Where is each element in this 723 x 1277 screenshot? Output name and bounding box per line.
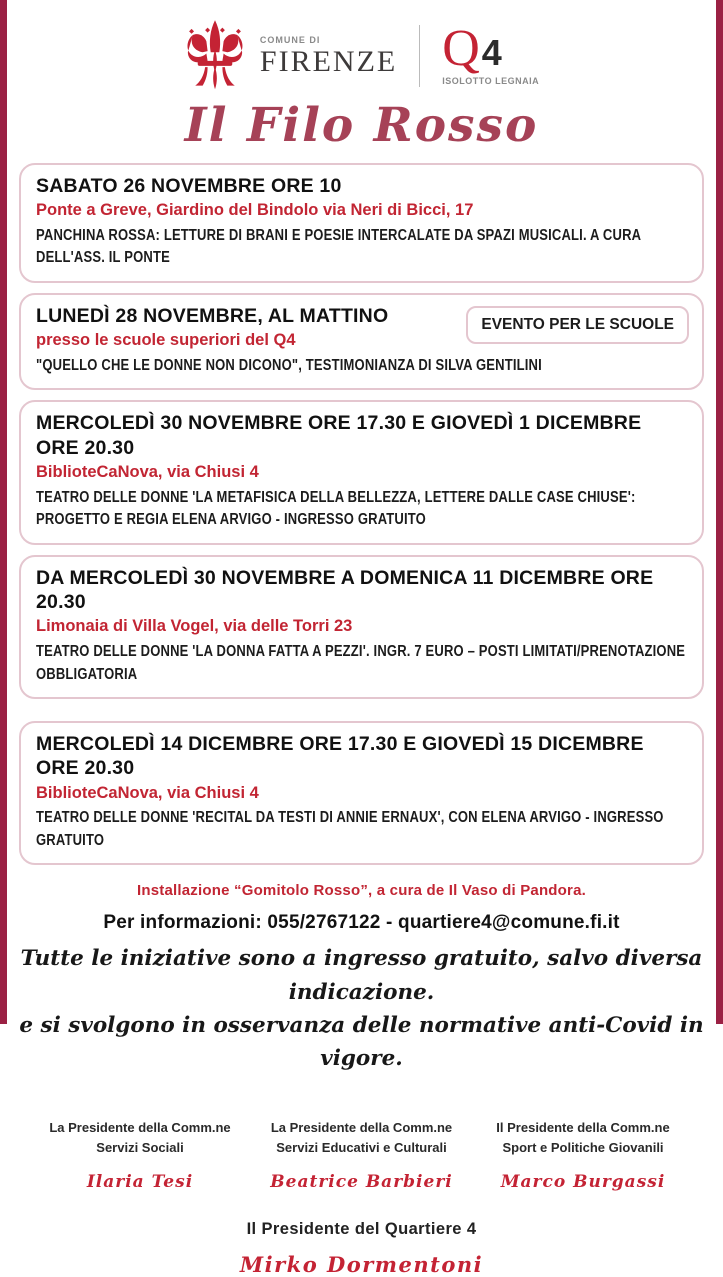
event-box-2 [19, 293, 704, 390]
signature-sport-youth [473, 1118, 693, 1192]
signatures-row [0, 1118, 723, 1192]
logo-divider [419, 25, 420, 87]
free-entry-covid-note [0, 942, 723, 1075]
event-list [0, 163, 723, 865]
org-name-label: FIRENZE [259, 44, 398, 78]
district-president-signature [0, 1220, 723, 1277]
event-location: BiblioteCaNova, via Chiusi 4 [36, 783, 259, 802]
contact-info-line: Per informazioni: 055/2767122 - quartiere4@comune.fi.it [103, 912, 620, 934]
left-border-bar [0, 0, 7, 1024]
event-date: LUNEDÌ 28 NOVEMBRE, AL MATTINO [36, 304, 389, 327]
signature-role-line2: Sport e Politiche Giovanili [502, 1139, 664, 1155]
header-logos [0, 0, 723, 96]
q4-logotype [442, 20, 540, 86]
event-box-5 [19, 721, 704, 865]
florence-fleur-de-lis-icon [184, 19, 246, 93]
event-description: TEATRO DELLE DONNE 'LA METAFISICA DELLA BELLEZZA, LETTERE DALLE CASE CHIUSE': PROGETTO E REGIA ELENA ARVIGO - INGRESSO GRATUITO [36, 488, 636, 529]
event-date: MERCOLEDÌ 14 DICEMBRE ORE 17.30 E GIOVEDÌ 15 DICEMBRE ORE 20.30 [36, 733, 644, 780]
comune-di-firenze-logotype [260, 36, 397, 77]
event-location: BiblioteCaNova, via Chiusi 4 [36, 463, 259, 482]
note-line-2: e si svolgono in osservanza delle normative anti-Covid in vigore. [19, 1012, 704, 1072]
event-description: PANCHINA ROSSA: LETTURE DI BRANI E POESIE INTERCALATE DA SPAZI MUSICALI. A CURA DELL'ASS. IL PONTE [36, 227, 641, 267]
signature-name: Ilaria Tesi [86, 1171, 194, 1192]
signature-role-line2: Servizi Sociali [96, 1139, 184, 1155]
event-box-1 [19, 163, 704, 283]
event-location: Limonaia di Villa Vogel, via delle Torri 23 [36, 617, 353, 636]
signature-education-culture [252, 1118, 472, 1192]
poster-title: Il Filo Rosso [184, 98, 539, 153]
president-role: Il Presidente del Quartiere 4 [246, 1219, 477, 1238]
right-border-bar [716, 0, 723, 1024]
signature-role-line1: Il Presidente della Comm.ne [496, 1119, 670, 1135]
q4-number: 4 [481, 31, 502, 73]
president-name: Mirko Dormentoni [239, 1251, 484, 1277]
signature-name: Marco Burgassi [500, 1171, 666, 1192]
signature-role-line1: La Presidente della Comm.ne [49, 1119, 231, 1135]
event-description: TEATRO DELLE DONNE 'RECITAL DA TESTI DI ANNIE ERNAUX', CON ELENA ARVIGO - INGRESSO GRATUITO [36, 809, 664, 849]
signature-social-services [30, 1118, 250, 1192]
event-date: MERCOLEDÌ 30 NOVEMBRE ORE 17.30 E GIOVEDÌ 1 DICEMBRE ORE 20.30 [36, 412, 642, 459]
note-line-1: Tutte le iniziative sono a ingresso gratuito, salvo diversa indicazione. [20, 946, 703, 1005]
schools-event-badge: EVENTO PER LE SCUOLE [466, 306, 689, 344]
event-box-4 [19, 555, 704, 699]
event-date: DA MERCOLEDÌ 30 NOVEMBRE A DOMENICA 11 DICEMBRE ORE 20.30 [36, 566, 654, 614]
event-date: SABATO 26 NOVEMBRE ORE 10 [36, 175, 342, 197]
org-small-label: COMUNE DI [259, 34, 321, 45]
event-location: presso le scuole superiori del Q4 [36, 331, 296, 350]
q4-letter-q: Q [442, 20, 480, 78]
signature-role-line1: La Presidente della Comm.ne [270, 1119, 453, 1135]
event-description: "QUELLO CHE LE DONNE NON DICONO", TESTIMONIANZA DI SILVA GENTILINI [36, 356, 542, 374]
installation-note: Installazione “Gomitolo Rosso”, a cura de Il Vaso di Pandora. [137, 882, 586, 900]
event-description: TEATRO DELLE DONNE 'LA DONNA FATTA A PEZZI'. INGR. 7 EURO – POSTI LIMITATI/PRENOTAZIONE OBBLIGATORIA [36, 643, 686, 683]
district-name-label: ISOLOTTO LEGNAIA [442, 75, 540, 86]
signature-name: Beatrice Barbieri [270, 1171, 453, 1192]
signature-role-line2: Servizi Educativi e Culturali [276, 1139, 447, 1155]
event-box-3 [19, 400, 704, 544]
event-location: Ponte a Greve, Giardino del Bindolo via Neri di Bicci, 17 [36, 201, 474, 220]
